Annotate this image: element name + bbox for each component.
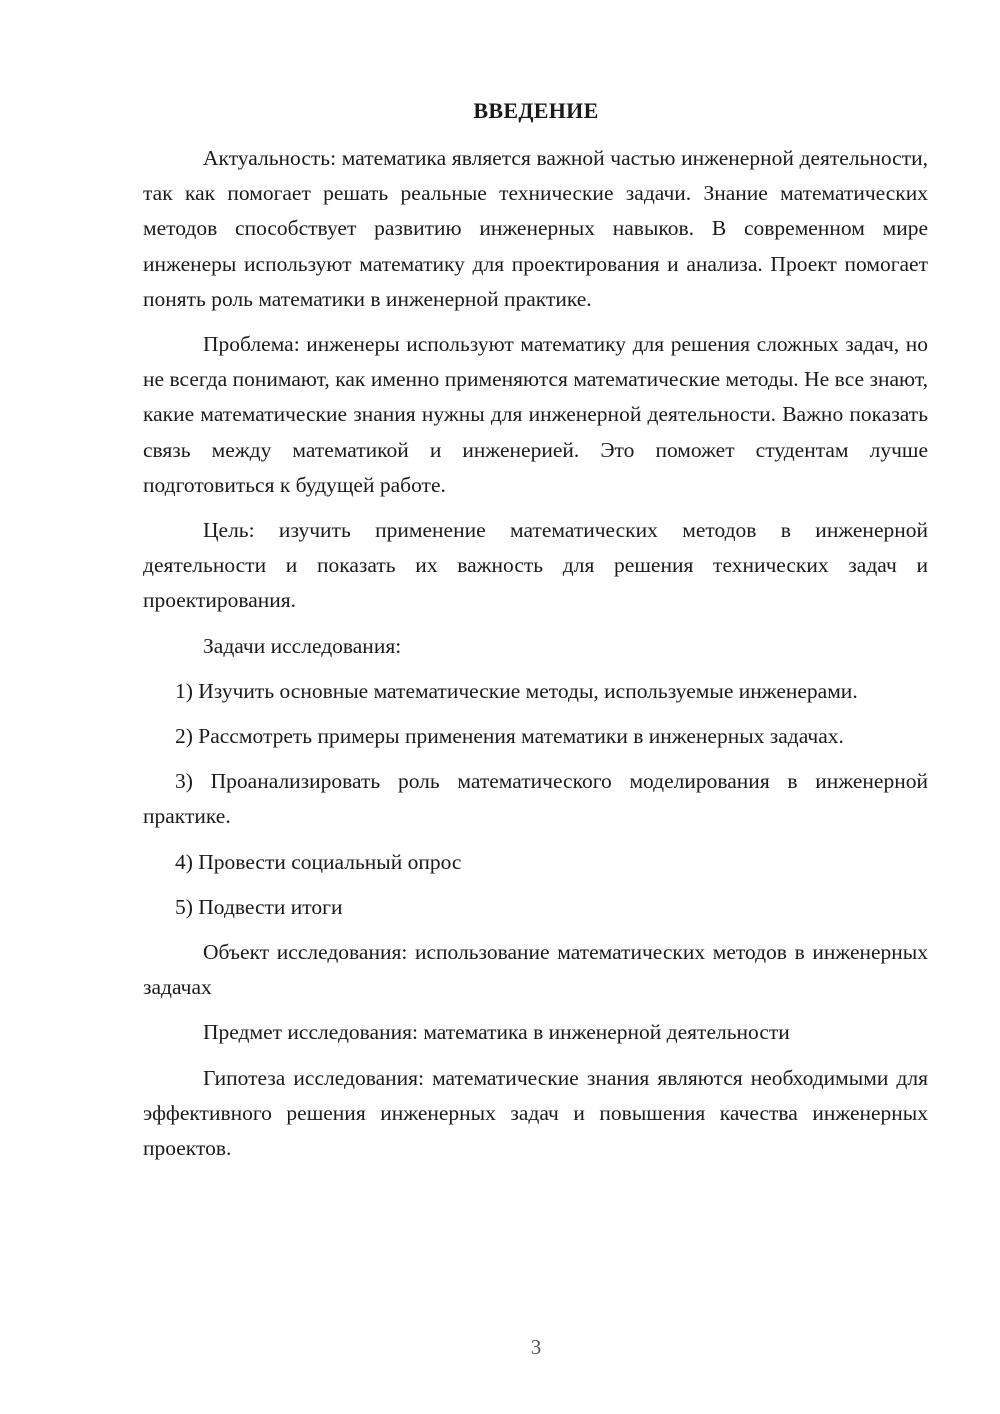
paragraph-relevance: Актуальность: математика является важной частью инженерной деятельности, так как помогает решать реальные технические задачи. Знание математических методов способствует развитию инженерных навыков. В современном мире инженеры используют математику для проектирования и анализа. Проект помогает понять роль математики в инженерной практике. [143,146,928,311]
task-item-3: 3) Проанализировать роль математического моделирования в инженерной практике. [143,769,928,829]
paragraph-goal: Цель: изучить применение математических методов в инженерной деятельности и показать их важность для решения технических задач и проектирования. [143,518,928,613]
task-item-1: 1) Изучить основные математические методы, используемые инженерами. [175,678,858,703]
paragraph-tasks-heading: Задачи исследования: [203,633,402,658]
paragraph-subject: Предмет исследования: математика в инженерной деятельности [203,1020,790,1045]
task-item-4: 4) Провести социальный опрос [175,849,462,874]
paragraph-problem: Проблема: инженеры используют математику для решения сложных задач, но не всегда понимают, как именно применяются математические методы. Не все знают, какие математические знания нужны для инженерной деятельности. Важно показать связь между математикой и инженерией. Это поможет студентам лучше подготовиться к будущей работе. [143,332,928,497]
paragraph-object: Объект исследования: использование математических методов в инженерных задачах [143,940,928,1000]
document-body [143,141,928,1176]
task-item-5: 5) Подвести итоги [175,894,343,919]
page-number: 3 [530,1335,542,1359]
section-title: ВВЕДЕНИЕ [473,98,599,123]
task-item-2: 2) Рассмотреть примеры применения математики в инженерных задачах. [175,724,844,749]
paragraph-hypothesis: Гипотеза исследования: математические знания являются необходимыми для эффективного решения инженерных задач и повышения качества инженерных проектов. [143,1065,928,1161]
